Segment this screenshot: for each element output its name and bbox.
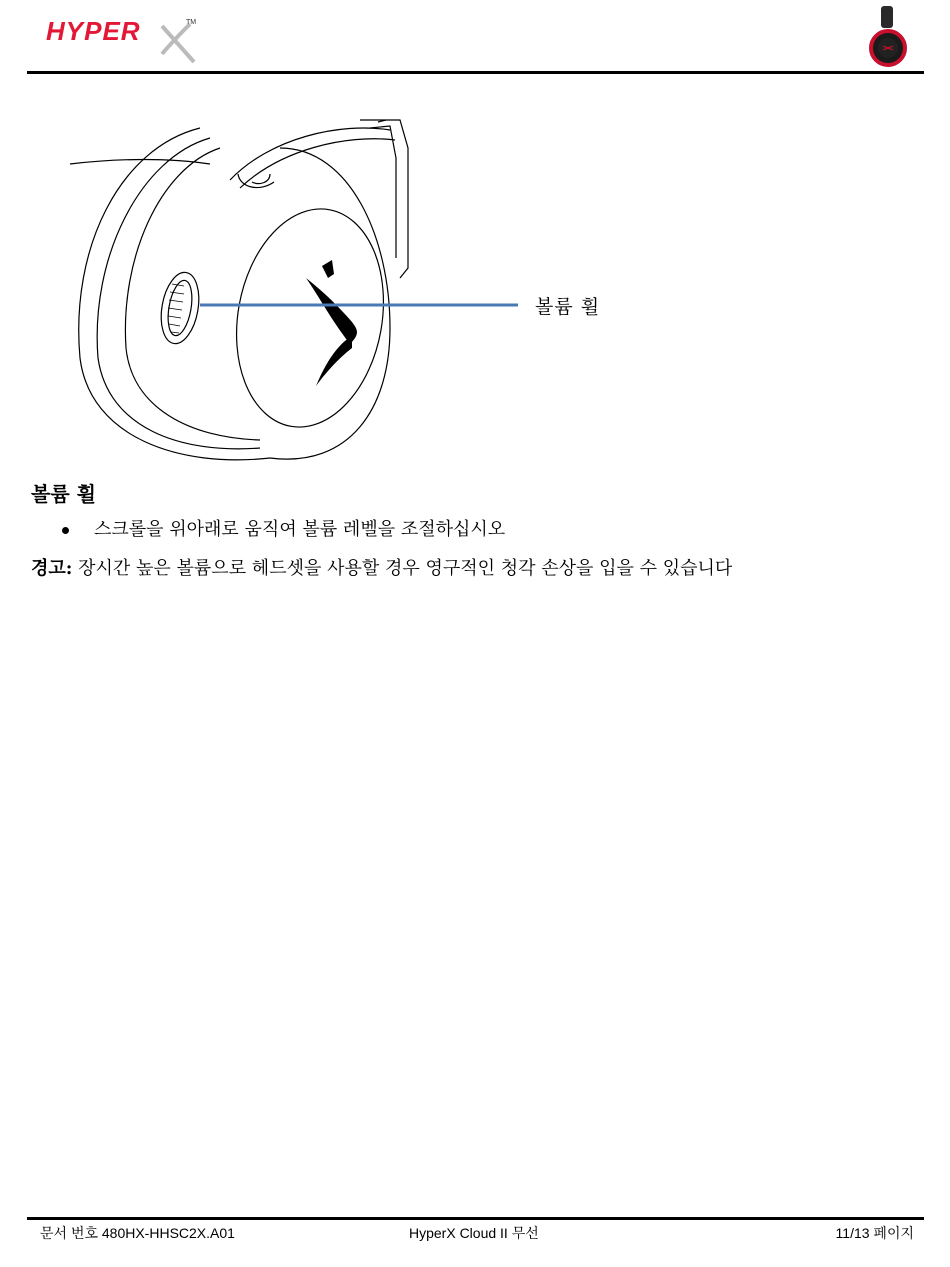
instruction-list (0, 517, 505, 543)
header-divider (27, 71, 924, 74)
warning-label: 경고: (31, 558, 73, 579)
bullet-icon (62, 527, 69, 534)
hyperx-logo (44, 10, 204, 66)
product-name: HyperX Cloud II 무선 (409, 1225, 539, 1241)
page-header (0, 0, 950, 76)
list-item (0, 517, 505, 543)
svg-text:TM: TM (186, 19, 197, 26)
page-footer (0, 1221, 950, 1241)
document-number: 문서 번호 480HX-HHSC2X.A01 (40, 1225, 235, 1241)
svg-text:HYPER: HYPER (46, 16, 141, 46)
footer-divider (27, 1217, 924, 1220)
warning-text: 장시간 높은 볼륨으로 헤드셋을 사용할 경우 영구적인 청각 손상을 입을 수 있습니다 (72, 558, 733, 579)
headset-earcup-illustration (60, 108, 620, 468)
list-item-text: 스크롤을 위아래로 움직여 볼륨 레벨을 조절하십시오 (94, 519, 506, 540)
volume-wheel-callout-label: 볼륨 휠 (535, 296, 601, 318)
section-title: 볼륨 휠 (31, 482, 96, 506)
warning-paragraph (31, 556, 732, 582)
headset-thumbnail-icon (866, 4, 910, 68)
page-number: 11/13 페이지 (835, 1225, 914, 1241)
